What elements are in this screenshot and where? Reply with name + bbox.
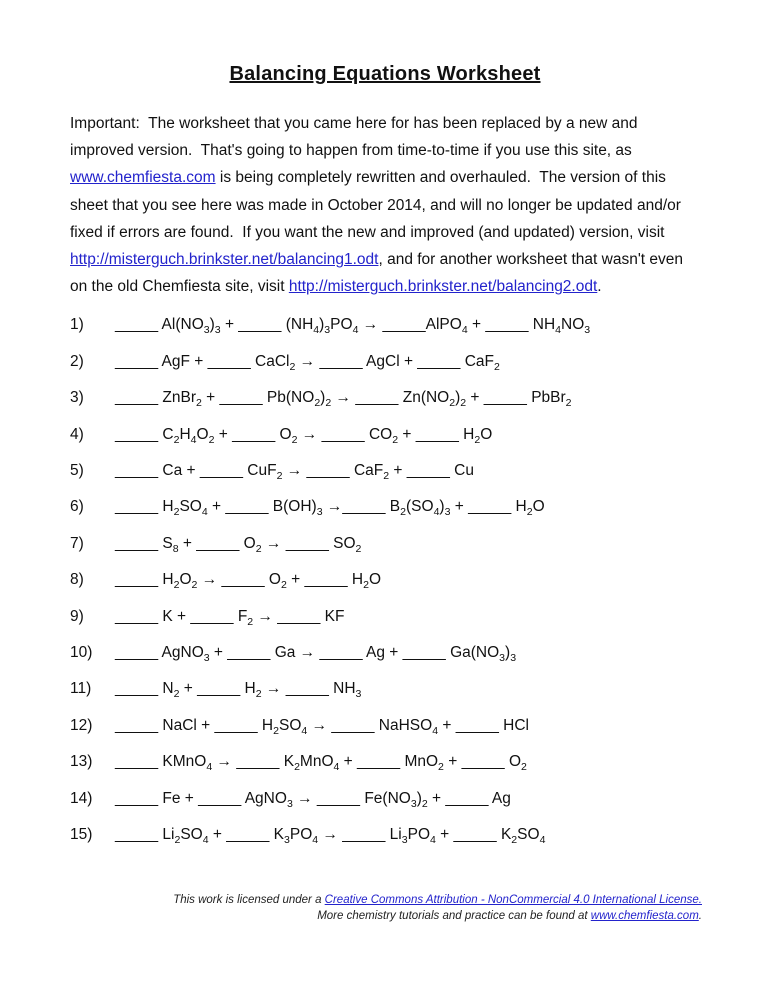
equation-number: 13) <box>70 753 93 771</box>
equation-number: 2) <box>70 352 84 370</box>
balancing2-odt-link[interactable]: http://misterguch.brinkster.net/balancing2.odt <box>288 278 598 296</box>
intro-text-2: is being completely rewritten and overhauled. The version of this sheet that you see here was made in October 2014, and will no longer be updated and/or fixed if errors are found. If you want the new and improved (and updated) version, visit <box>70 169 686 241</box>
equation-row-7 <box>70 534 700 554</box>
equation-formula: _____ ZnBr$_2$ + _____ $Pb(NO_2)_2$ → _____ $Zn(NO_2)_2$ + _____ PbBr$_2$ <box>115 389 572 410</box>
license-line-1 <box>173 893 702 909</box>
equation-formula: _____ Ca + _____ CuF$_2$ → _____ CaF$_2$ + _____ Cu <box>115 461 474 483</box>
equation-number: 8) <box>70 571 84 589</box>
equation-row-15 <box>70 825 700 845</box>
equation-number: 11) <box>70 680 92 698</box>
equation-number: 3) <box>70 389 84 407</box>
intro-text-3: , and for another worksheet that wasn't even on the old Chemfiesta site, visit <box>70 251 688 296</box>
equation-formula: _____ $N_2$ + _____ $H_2$ → _____ $NH_3$ <box>115 680 362 701</box>
equation-number: 5) <box>70 461 84 479</box>
equation-number: 10) <box>70 643 93 661</box>
balancing1-odt-link[interactable]: http://misterguch.brinkster.net/balancing1.odt <box>70 251 379 269</box>
equation-row-6 <box>70 497 700 517</box>
license-footer <box>173 893 702 924</box>
equation-row-11 <box>70 679 700 699</box>
intro-text-4: . <box>597 278 602 296</box>
equation-row-2 <box>70 352 700 372</box>
equation-row-12 <box>70 716 700 736</box>
equation-formula: _____ K + _____ $F_2$ → _____ KF <box>115 607 345 628</box>
chemfiesta-home-link[interactable]: www.chemfiesta.com <box>70 169 216 187</box>
equation-row-14 <box>70 789 700 809</box>
equation-formula: _____ $H_2O_2$ → _____ $O_2$ + _____ $H_2O$ <box>115 571 382 592</box>
footer-period: . <box>698 909 702 922</box>
license-text: This work is licensed under a <box>173 894 325 906</box>
more-tutorials-text: More chemistry tutorials and practice can be found at <box>317 909 591 922</box>
equation-number: 7) <box>70 534 84 552</box>
equation-number: 15) <box>70 825 93 843</box>
equation-number: 4) <box>70 425 84 443</box>
equation-row-13 <box>70 752 700 772</box>
license-line-2 <box>173 909 702 925</box>
equation-list <box>70 315 700 844</box>
equation-formula: _____ $Al(NO_3)_3$ + _____ $(NH_4)_3PO_4$ → _____AlPO$_4$ + _____ $NH_4NO_3$ <box>115 316 591 337</box>
equation-formula: _____ $Li_2SO_4$ + _____ $K_3PO_4$ → _____ $Li_3PO_4$ + _____ $K_2SO_4$ <box>115 825 546 846</box>
equation-formula: _____ $S_8$ + _____ $O_2$ → _____ $SO_2$ <box>115 534 362 555</box>
creative-commons-license-link[interactable]: Creative Commons Attribution - NonCommercial 4.0 International License. <box>324 894 702 906</box>
equation-formula: _____ NaCl + _____ $H_2SO_4$ → _____ NaHSO$_4$ + _____ HCl <box>115 716 529 737</box>
equation-row-8 <box>70 570 700 590</box>
equation-row-10 <box>70 643 700 663</box>
equation-formula: _____ AgNO$_3$ + _____ Ga → _____ Ag + _____ $Ga(NO_3)_3$ <box>115 643 517 665</box>
equation-row-9 <box>70 607 700 627</box>
equation-row-1 <box>70 315 700 335</box>
page-title: Balancing Equations Worksheet <box>229 63 541 85</box>
intro-paragraph <box>70 110 702 300</box>
intro-text-1: Important: The worksheet that you came here for has been replaced by a new and improved version. That's going to happen from time-to-time if you use this site, as <box>70 115 642 160</box>
equation-formula: _____ KMnO$_4$ → _____ $K_2MnO_4$ + _____ MnO$_2$ + _____ $O_2$ <box>115 753 527 774</box>
equation-formula: _____ $C_2H_4O_2$ + _____ $O_2$ → _____ $CO_2$ + _____ $H_2O$ <box>115 425 493 446</box>
equation-formula: _____ $H_2SO_4$ + _____ $B(OH)_3$ →_____ $B_2(SO_4)_3$ + _____ $H_2O$ <box>115 498 545 519</box>
chemfiesta-footer-link[interactable]: www.chemfiesta.com <box>590 909 699 922</box>
equation-row-3 <box>70 388 700 408</box>
equation-row-5 <box>70 461 700 481</box>
equation-number: 9) <box>70 607 84 625</box>
equation-number: 1) <box>70 316 84 334</box>
equation-number: 14) <box>70 789 93 807</box>
equation-number: 12) <box>70 716 93 734</box>
equation-number: 6) <box>70 498 84 516</box>
equation-row-4 <box>70 425 700 445</box>
equation-formula: _____ AgF + _____ CaCl$_2$ → _____ AgCl + _____ CaF$_2$ <box>115 352 500 373</box>
equation-formula: _____ Fe + _____ AgNO$_3$ → _____ $Fe(NO_3)_2$ + _____ Ag <box>115 789 511 810</box>
